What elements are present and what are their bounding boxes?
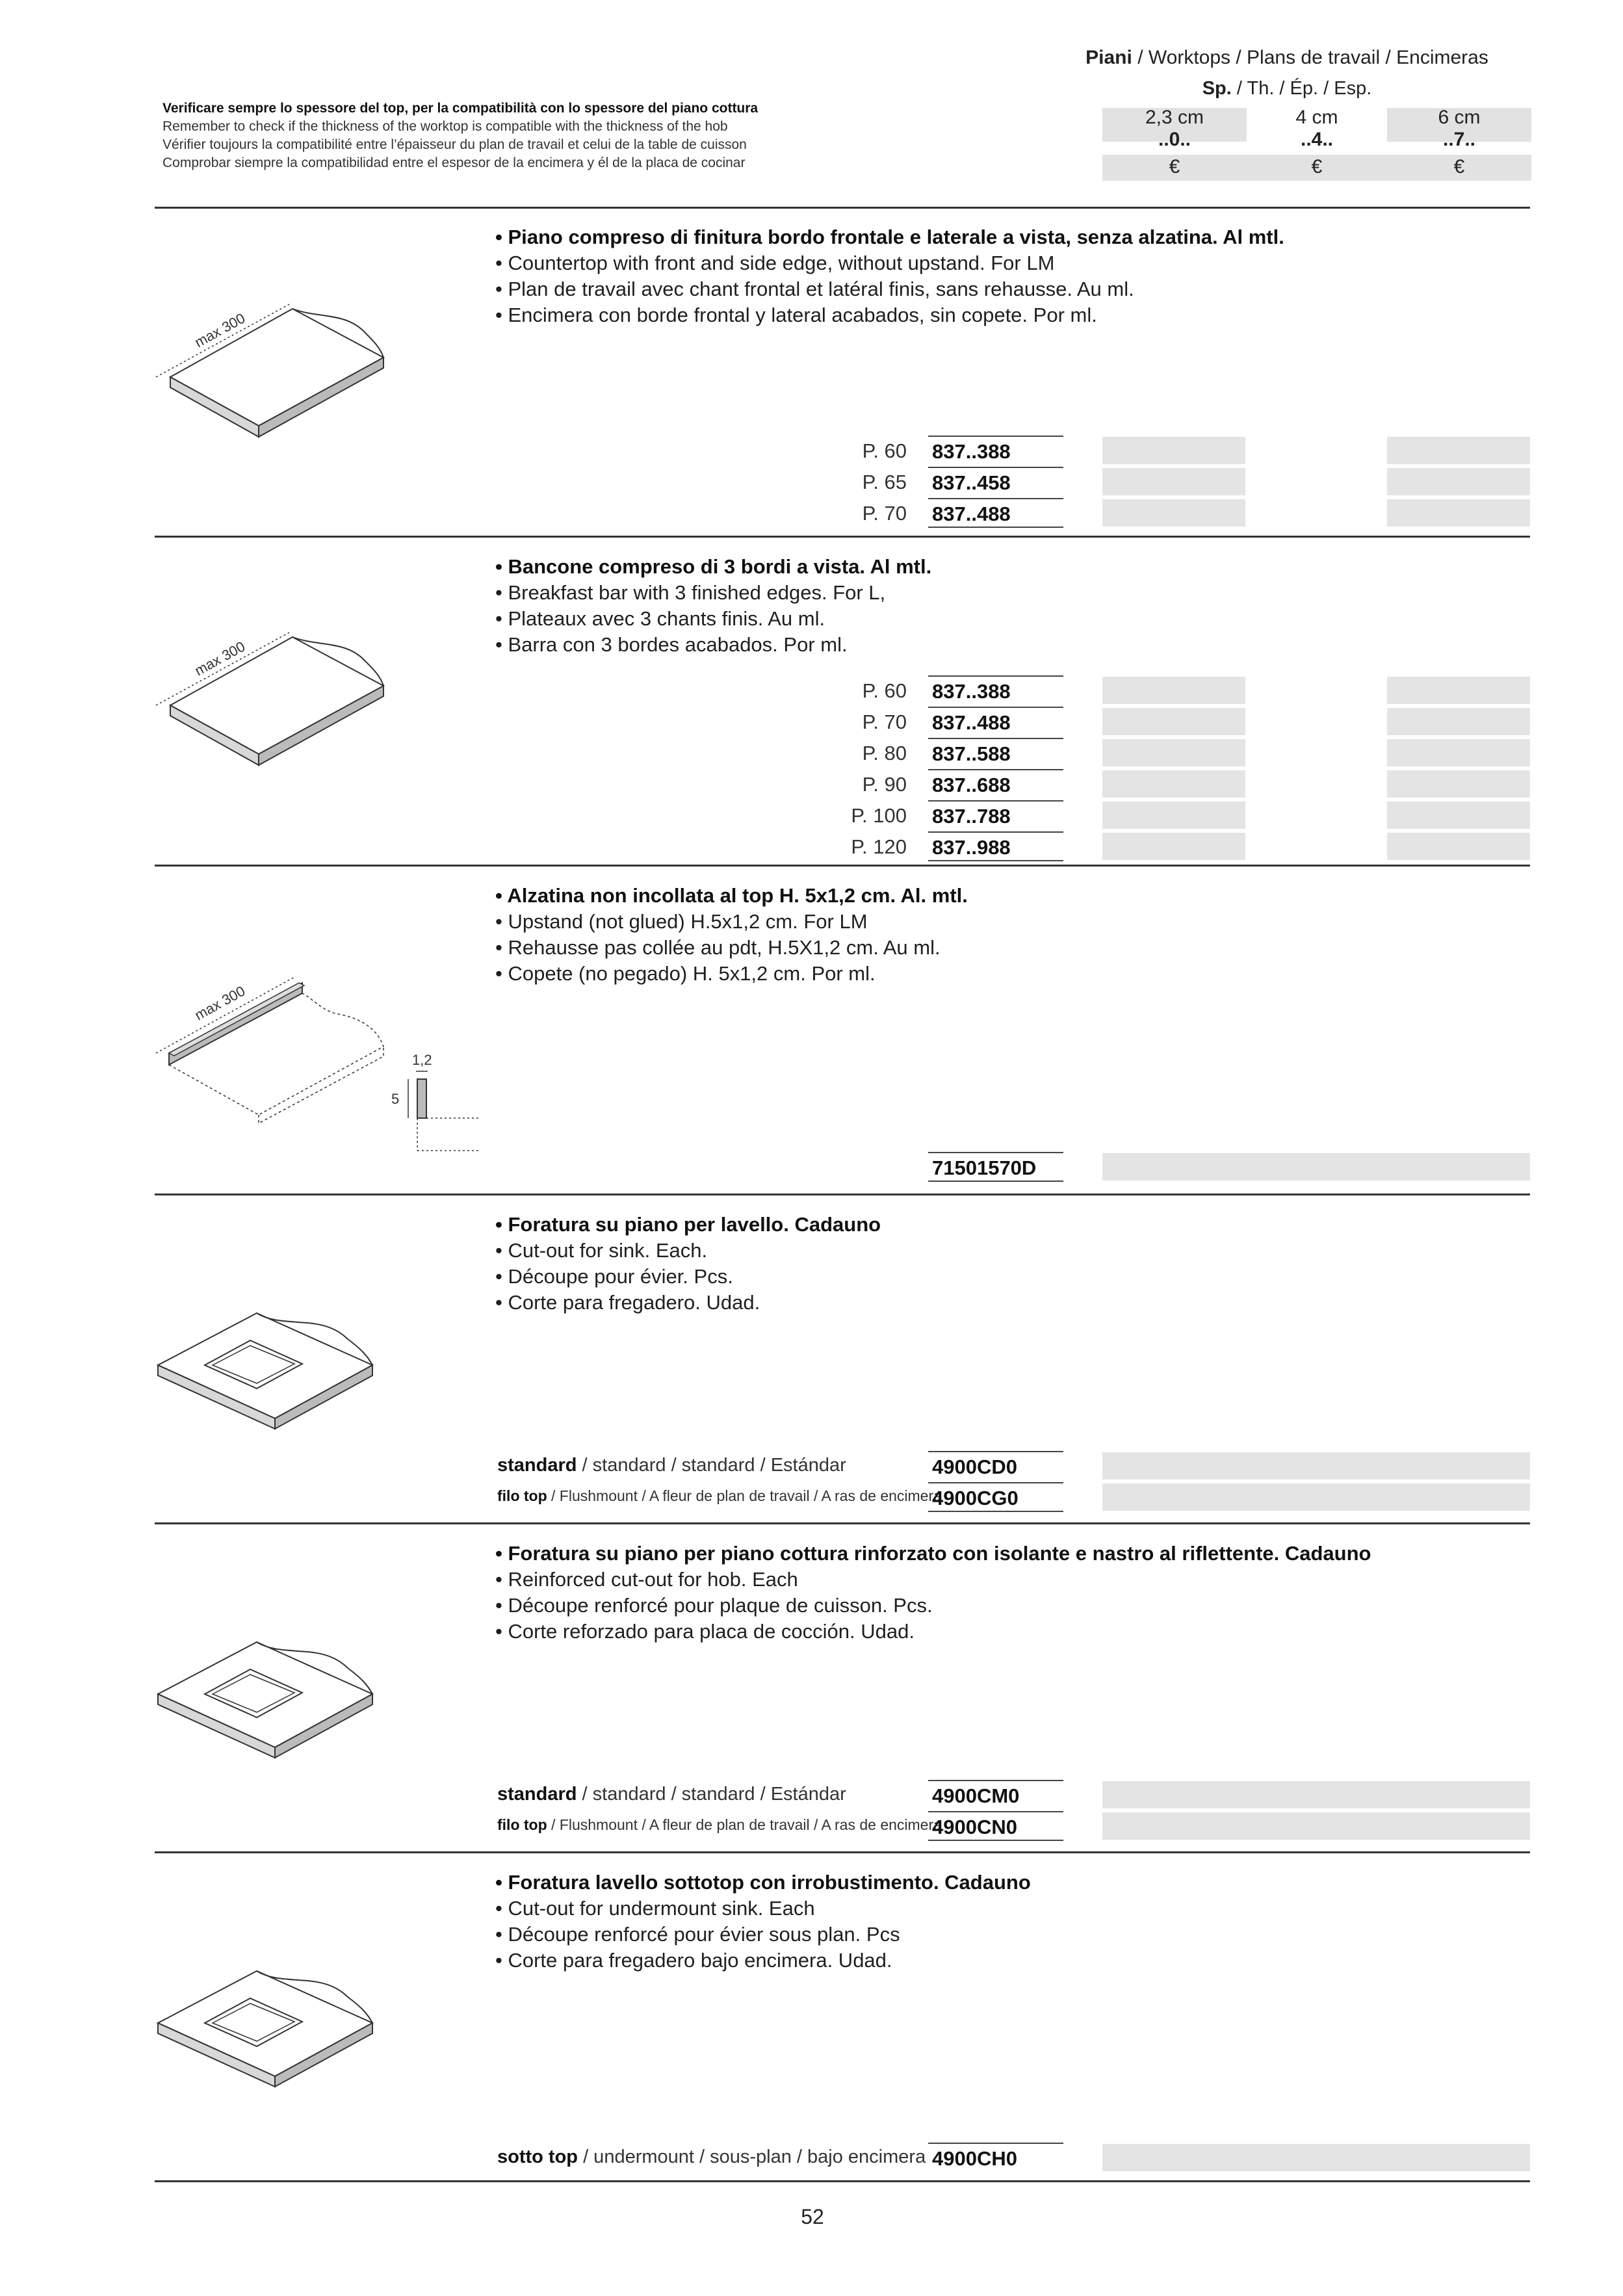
depth-label: P. 120: [851, 835, 907, 858]
depth-label: P. 60: [862, 439, 907, 462]
price-cell: [1102, 770, 1245, 798]
article-code: 837..488: [928, 498, 1063, 528]
article-code: 4900CM0: [928, 1780, 1063, 1810]
article-code: 71501570D: [928, 1152, 1063, 1182]
price-cell: [1387, 499, 1530, 527]
price-cell: [1102, 499, 1245, 527]
price-cell: [1102, 468, 1245, 495]
section-divider: [155, 1522, 1530, 1524]
worktop-illustration: [149, 293, 396, 449]
article-code: 837..388: [928, 675, 1063, 705]
col-code-0: ..0..: [1158, 129, 1191, 150]
col-currency-2: €: [1453, 156, 1465, 177]
price-cell: [1102, 437, 1245, 464]
upstand-illustration: [149, 949, 487, 1164]
article-code: 4900CN0: [928, 1811, 1063, 1841]
svg-text:max 300: max 300: [192, 638, 248, 679]
thickness-warning: Verificare sempre lo spessore del top, per la compatibilità con lo spessore del piano cottura Remember to check if the thickness of the worktop is compatible with the thickness of the hob Vérifier toujours la compatibilité entre l’épaisseur du plan de travail et celui de la table de cuisson Comprobar siempre la compatibilidad entre el espesor de la encimera y él de la placa de cocinar: [162, 101, 759, 170]
section-description: • Foratura lavello sottotop con irrobustimento. Cadauno • Cut-out for undermount sink. Each • Découpe renforcé pour évier sous plan. Pcs • Corte para fregadero bajo encimera. Udad.: [495, 1871, 1031, 1972]
col-code-1: ..4..: [1300, 129, 1334, 150]
price-cell: [1387, 802, 1530, 829]
article-code: 837..688: [928, 769, 1063, 799]
depth-label: P. 70: [862, 711, 907, 733]
page-number: 52: [801, 2205, 824, 2228]
price-cell: [1387, 739, 1530, 766]
variant-label: sotto top / undermount / sous-plan / bajo encimera: [497, 2146, 926, 2167]
price-cell: [1387, 770, 1530, 798]
catalog-title: Piani / Worktops / Plans de travail / Encimeras: [1085, 47, 1488, 68]
section-divider: [155, 865, 1530, 867]
section-divider: [155, 1194, 1530, 1195]
section-description: • Alzatina non incollata al top H. 5x1,2 cm. Al. mtl. • Upstand (not glued) H.5x1,2 cm. For LM • Rehausse pas collée au pdt, H.5X1,2 cm. Au ml. • Copete (no pegado) H. 5x1,2 cm. Por ml.: [495, 884, 968, 985]
article-code: 837..588: [928, 738, 1063, 768]
col-code-2: ..7..: [1442, 129, 1476, 150]
section-description: • Foratura su piano per lavello. Cadauno • Cut-out for sink. Each. • Découpe pour évier. Pcs. • Corte para fregadero. Udad.: [495, 1213, 881, 1314]
article-code: 837..458: [928, 467, 1063, 497]
col-thickness-0: 2,3 cm: [1145, 107, 1204, 128]
col-currency-1: €: [1311, 156, 1323, 177]
variant-label: standard / standard / standard / Estándar: [497, 1455, 846, 1476]
depth-label: P. 80: [862, 742, 907, 764]
price-cell: [1387, 437, 1530, 464]
svg-text:5: 5: [391, 1091, 400, 1107]
breakfast-bar-illustration: [149, 621, 396, 777]
price-cell: [1102, 1483, 1530, 1511]
depth-label: P. 60: [862, 679, 907, 702]
depth-label: P. 70: [862, 502, 907, 525]
variant-label: standard / standard / standard / Estándar: [497, 1784, 846, 1805]
price-cell: [1102, 1812, 1530, 1840]
svg-text:max 300: max 300: [192, 982, 248, 1024]
section-divider: [155, 1851, 1530, 1853]
article-code: 4900CH0: [928, 2143, 1063, 2172]
price-cell: [1102, 1153, 1530, 1181]
price-cell: [1387, 677, 1530, 704]
section-description: • Piano compreso di finitura bordo frontale e laterale a vista, senza alzatina. Al mtl. • Countertop with front and side edge, without upstand. For LM • Plan de travail avec chant frontal et latéral finis, sans rehausse. Au ml. • Encimera con borde frontal y lateral acabados, sin copete. Por ml.: [495, 226, 1284, 326]
price-cell: [1102, 677, 1245, 704]
variant-label: filo top / Flushmount / A fleur de plan de travail / A ras de encimera: [497, 1487, 942, 1504]
price-cell: [1387, 833, 1530, 860]
section-divider: [155, 2180, 1530, 2182]
article-code: 4900CG0: [928, 1482, 1063, 1512]
price-cell: [1102, 708, 1245, 735]
section-description: • Foratura su piano per piano cottura rinforzato con isolante e nastro al riflettente. Cadauno • Reinforced cut-out for hob. Each • Découpe renforcé pour plaque de cuisson. Pcs. • Corte reforzado para placa de cocción. Udad.: [495, 1542, 1371, 1643]
price-cell: [1387, 708, 1530, 735]
price-cell: [1102, 1452, 1530, 1480]
price-cell: [1102, 833, 1245, 860]
article-code: 837..988: [928, 831, 1063, 861]
price-cell: [1102, 1781, 1530, 1808]
section-description: • Bancone compreso di 3 bordi a vista. Al mtl. • Breakfast bar with 3 finished edges. For L, • Plateaux avec 3 chants finis. Au ml. • Barra con 3 bordes acabados. Por ml.: [495, 555, 932, 656]
section-divider: [155, 536, 1530, 538]
hob-cutout-illustration: [153, 1623, 400, 1779]
col-thickness-2: 6 cm: [1438, 107, 1481, 128]
depth-label: P. 65: [862, 471, 907, 493]
price-cell: [1102, 2144, 1530, 2171]
variant-label: filo top / Flushmount / A fleur de plan de travail / A ras de encimera: [497, 1816, 942, 1833]
svg-text:max 300: max 300: [192, 309, 248, 351]
col-currency-0: €: [1169, 156, 1180, 177]
article-code: 837..788: [928, 800, 1063, 830]
col-thickness-1: 4 cm: [1295, 107, 1338, 128]
article-code: 4900CD0: [928, 1451, 1063, 1481]
thickness-heading: Sp. / Th. / Ép. / Esp.: [1202, 78, 1372, 99]
section-divider: [155, 207, 1530, 209]
article-code: 837..488: [928, 707, 1063, 737]
depth-label: P. 100: [851, 804, 907, 827]
svg-text:1,2: 1,2: [412, 1052, 432, 1068]
price-cell: [1102, 739, 1245, 766]
sink-cutout-illustration: [153, 1294, 400, 1450]
article-code: 837..388: [928, 436, 1063, 465]
price-cell: [1387, 468, 1530, 495]
price-cell: [1102, 802, 1245, 829]
depth-label: P. 90: [862, 773, 907, 796]
undermount-cutout-illustration: [153, 1951, 400, 2107]
